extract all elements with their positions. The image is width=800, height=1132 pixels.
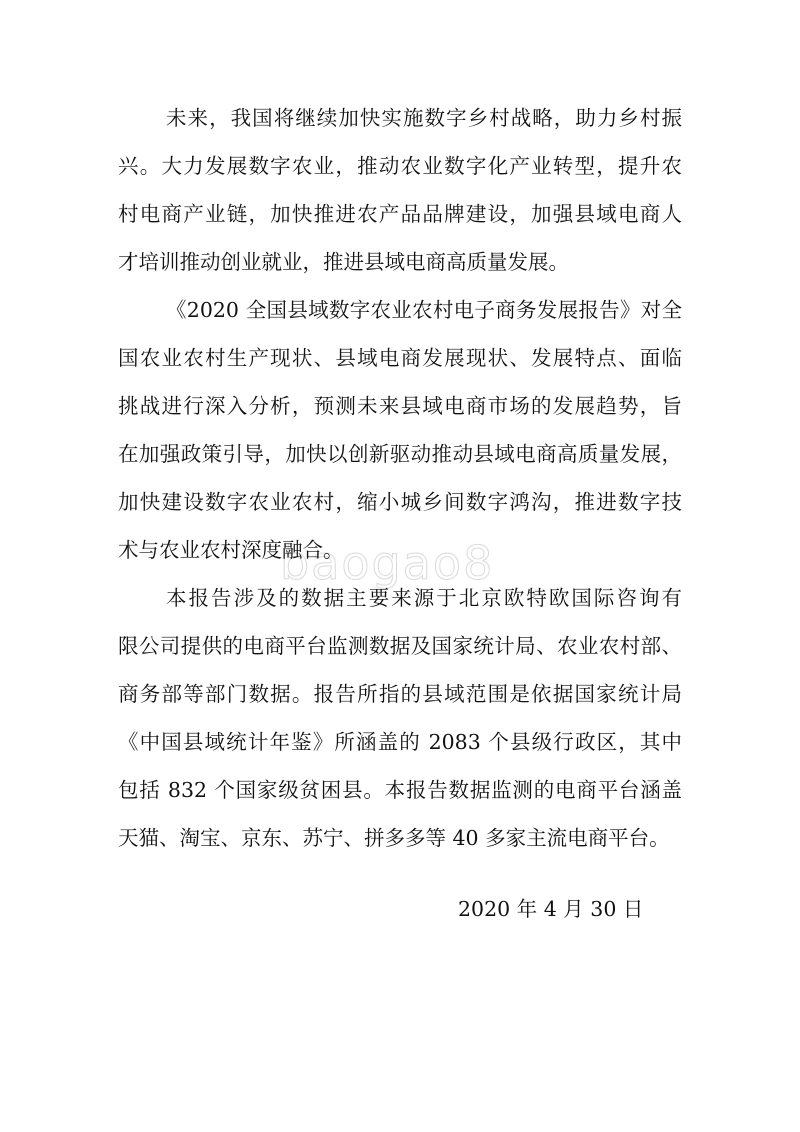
paragraph-line: 加快建设数字农业农村，缩小城乡间数字鸿沟，推进数字技 — [118, 490, 682, 514]
paragraph-line: 挑战进行深入分析，预测未来县域电商市场的发展趋势，旨 — [118, 394, 682, 418]
paragraph-line: 《2020 全国县域数字农业农村电子商务发展报告》对全 — [166, 298, 682, 322]
paragraph-line: 村电商产业链，加快推进农产品品牌建设，加强县域电商人 — [118, 202, 682, 226]
paragraph-line: 包括 832 个国家级贫困县。本报告数据监测的电商平台涵盖 — [118, 778, 682, 802]
report-date: 2020 年 4 月 30 日 — [458, 897, 644, 921]
watermark: baogao8 — [280, 536, 495, 590]
paragraph-line: 在加强政策引导，加快以创新驱动推动县域电商高质量发展， — [118, 442, 682, 466]
paragraph-line: 国农业农村生产现状、县域电商发展现状、发展特点、面临 — [118, 346, 682, 370]
paragraph-line: 天猫、淘宝、京东、苏宁、拼多多等 40 多家主流电商平台。 — [118, 826, 670, 850]
paragraph-line: 限公司提供的电商平台监测数据及国家统计局、农业农村部、 — [118, 634, 682, 658]
paragraph-line: 《中国县域统计年鉴》所涵盖的 2083 个县级行政区，其中 — [118, 730, 682, 754]
paragraph-line: 兴。大力发展数字农业，推动农业数字化产业转型，提升农 — [118, 154, 682, 178]
paragraph-line: 本报告涉及的数据主要来源于北京欧特欧国际咨询有 — [166, 586, 682, 610]
paragraph-line: 未来，我国将继续加快实施数字乡村战略，助力乡村振 — [166, 106, 682, 130]
paragraph-line: 才培训推动创业就业，推进县域电商高质量发展。 — [118, 250, 569, 274]
paragraph-line: 商务部等部门数据。报告所指的县域范围是依据国家统计局 — [118, 682, 682, 706]
paragraph-line: 术与农业农村深度融合。 — [118, 538, 344, 562]
